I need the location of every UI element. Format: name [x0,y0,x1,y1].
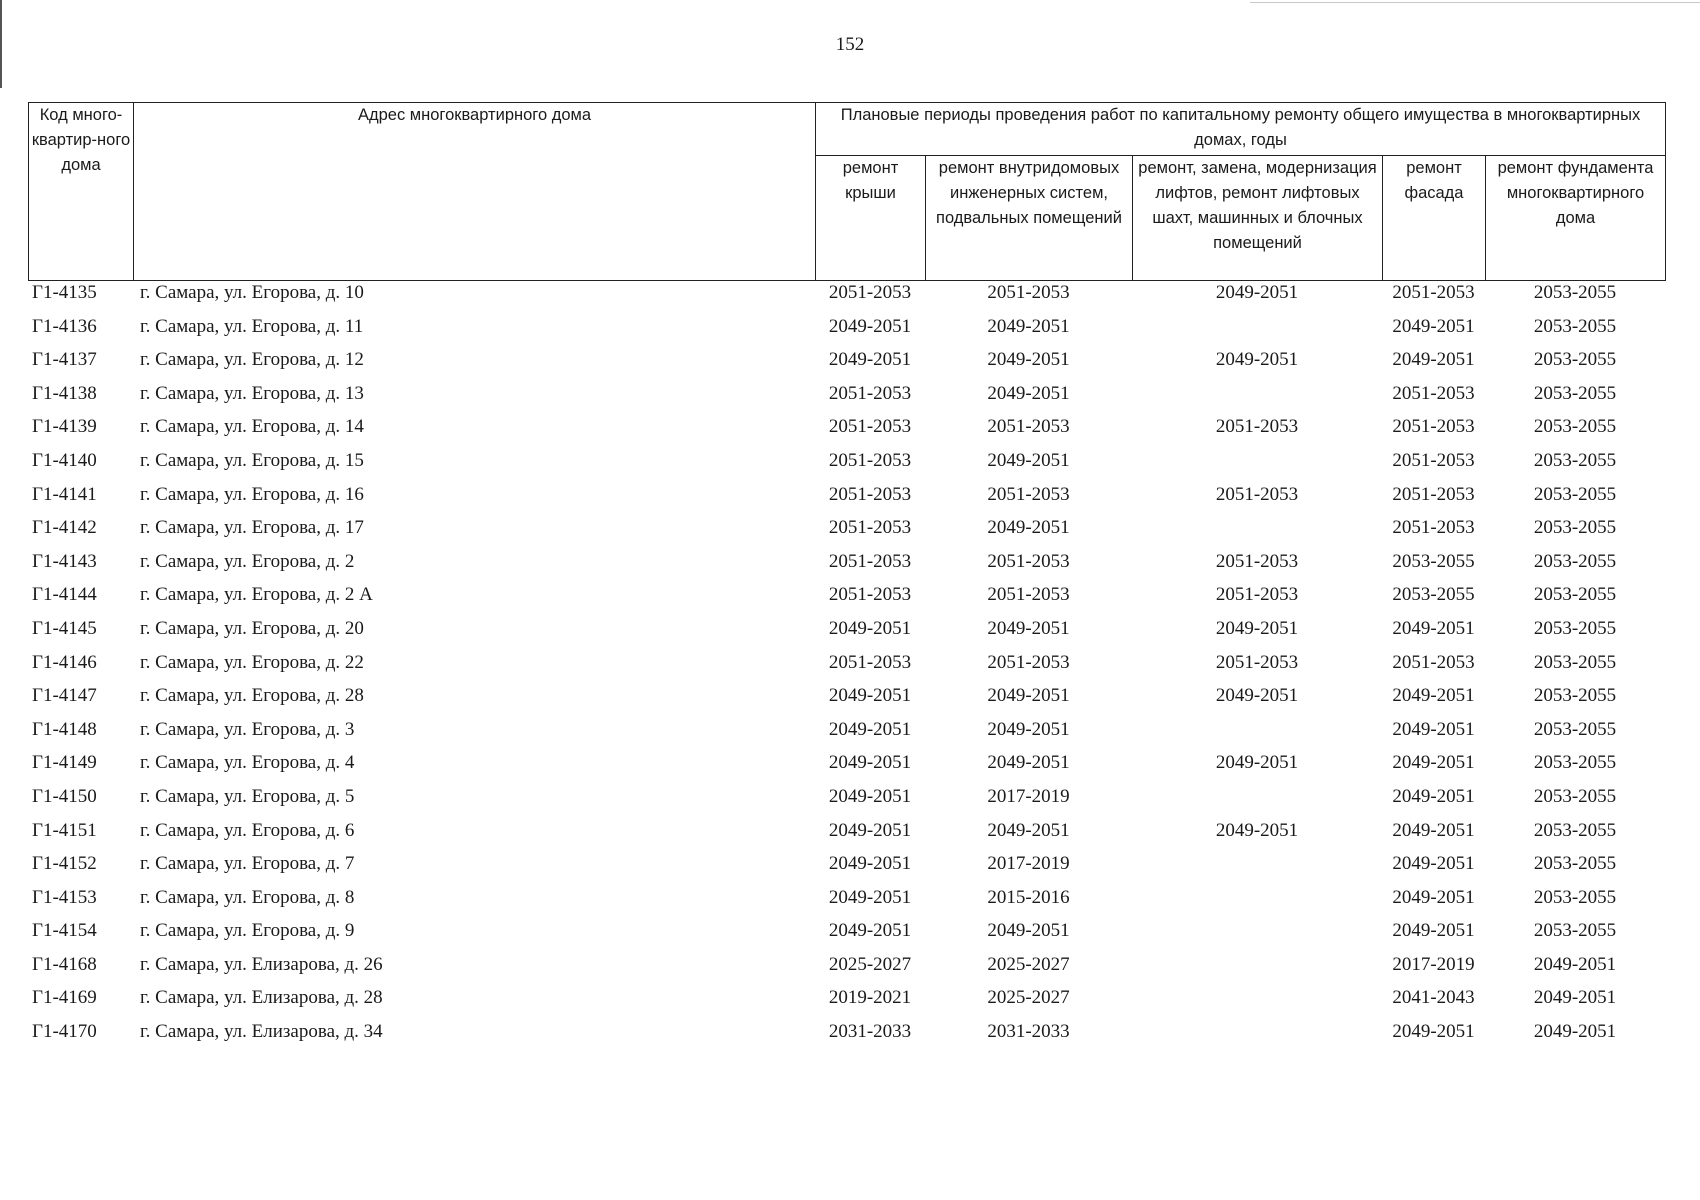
cell-engineering: 2025-2027 [987,987,1070,1009]
cell-engineering: 2049-2051 [987,349,1070,371]
cell-elevators [1132,987,1382,1021]
table-row [28,618,1665,652]
cell-code: Г1-4144 [32,584,97,606]
cell-code: Г1-4149 [32,752,97,774]
cell-roof: 2051-2053 [828,382,912,404]
table-row [28,752,1665,786]
cell-facade: 2049-2051 [1392,617,1475,639]
header-roof: ремонт крыши [816,156,926,281]
cell-roof: 2051-2053 [828,550,912,572]
cell-elevators [1132,450,1382,484]
cell-engineering: 2049-2051 [987,685,1070,707]
cell-code: Г1-4146 [32,651,97,673]
cell-engineering: 2017-2019 [987,785,1070,807]
table-header [28,102,1666,281]
cell-foundation: 2053-2055 [1533,416,1617,438]
cell-elevators [1132,1021,1382,1055]
cell-code: Г1-4150 [32,785,97,807]
cell-facade: 2051-2053 [1392,517,1475,539]
table-row [28,987,1665,1021]
cell-roof: 2051-2053 [828,416,912,438]
cell-elevators: 2051-2053 [1215,584,1299,606]
table-row [28,517,1665,551]
cell-address: г. Самара, ул. Егорова, д. 12 [140,349,364,371]
cell-elevators: 2049-2051 [1215,282,1299,303]
cell-facade: 2049-2051 [1392,1021,1475,1043]
cell-roof: 2049-2051 [828,617,912,639]
cell-address: г. Самара, ул. Егорова, д. 9 [140,920,355,942]
cell-engineering: 2051-2053 [987,483,1070,505]
cell-facade: 2053-2055 [1392,550,1475,572]
cell-foundation: 2053-2055 [1533,752,1617,774]
cell-elevators: 2049-2051 [1215,349,1299,371]
cell-foundation: 2053-2055 [1533,550,1617,572]
cell-facade: 2051-2053 [1392,483,1475,505]
cell-facade: 2049-2051 [1392,718,1475,740]
cell-foundation: 2053-2055 [1533,651,1617,673]
cell-code: Г1-4154 [32,920,97,942]
cell-foundation: 2053-2055 [1533,483,1617,505]
cell-foundation: 2053-2055 [1533,584,1617,606]
table-row [28,383,1665,417]
cell-roof: 2051-2053 [828,483,912,505]
cell-code: Г1-4137 [32,349,97,371]
cell-foundation: 2053-2055 [1533,853,1617,875]
header-periods-group: Плановые периоды проведения работ по капитальному ремонту общего имущества в многоквартирных домах, годы [816,103,1666,156]
cell-roof: 2049-2051 [828,752,912,774]
cell-facade: 2041-2043 [1392,987,1475,1009]
cell-foundation: 2053-2055 [1533,685,1617,707]
cell-code: Г1-4147 [32,685,97,707]
header-address: Адрес многоквартирного дома [134,103,816,281]
cell-foundation: 2053-2055 [1533,282,1617,303]
cell-elevators [1132,383,1382,417]
cell-elevators: 2049-2051 [1215,819,1299,841]
cell-engineering: 2015-2016 [987,886,1070,908]
cell-engineering: 2031-2033 [987,1021,1070,1043]
cell-facade: 2049-2051 [1392,920,1475,942]
table-row [28,1021,1665,1055]
cell-roof: 2049-2051 [828,685,912,707]
cell-elevators: 2051-2053 [1215,416,1299,438]
cell-code: Г1-4141 [32,483,97,505]
cell-engineering: 2025-2027 [987,953,1070,975]
header-elevators: ремонт, замена, модернизация лифтов, ремонт лифтовых шахт, машинных и блочных помещений [1133,156,1383,281]
table-row [28,853,1665,887]
cell-roof: 2049-2051 [828,349,912,371]
cell-address: г. Самара, ул. Егорова, д. 7 [140,853,355,875]
cell-roof: 2031-2033 [828,1021,912,1043]
cell-foundation: 2053-2055 [1533,718,1617,740]
cell-address: г. Самара, ул. Егорова, д. 22 [140,651,364,673]
table-row [28,954,1665,988]
table-row [28,416,1665,450]
cell-foundation: 2053-2055 [1533,819,1617,841]
cell-address: г. Самара, ул. Елизарова, д. 34 [140,1021,383,1043]
cell-roof: 2049-2051 [828,920,912,942]
cell-elevators: 2051-2053 [1215,483,1299,505]
cell-address: г. Самара, ул. Егорова, д. 28 [140,685,364,707]
cell-roof: 2051-2053 [828,584,912,606]
header-foundation: ремонт фундамента многоквартирного дома [1486,156,1666,281]
cell-engineering: 2051-2053 [987,584,1070,606]
cell-elevators [1132,517,1382,551]
page-number: 152 [835,34,865,55]
cell-address: г. Самара, ул. Егорова, д. 11 [140,315,364,337]
cell-address: г. Самара, ул. Егорова, д. 4 [140,752,355,774]
cell-engineering: 2049-2051 [987,449,1070,471]
cell-facade: 2049-2051 [1392,819,1475,841]
cell-engineering: 2049-2051 [987,382,1070,404]
cell-address: г. Самара, ул. Егорова, д. 10 [140,282,364,303]
cell-code: Г1-4148 [32,718,97,740]
cell-address: г. Самара, ул. Егорова, д. 17 [140,517,364,539]
cell-foundation: 2049-2051 [1533,953,1617,975]
cell-address: г. Самара, ул. Егорова, д. 14 [140,416,364,438]
table-row [28,920,1665,954]
header-facade: ремонт фасада [1383,156,1486,281]
cell-engineering: 2051-2053 [987,282,1070,303]
cell-facade: 2051-2053 [1392,449,1475,471]
cell-roof: 2019-2021 [828,987,912,1009]
table-row [28,887,1665,921]
cell-engineering: 2049-2051 [987,315,1070,337]
cell-address: г. Самара, ул. Егорова, д. 20 [140,617,364,639]
cell-code: Г1-4168 [32,953,97,975]
cell-roof: 2049-2051 [828,886,912,908]
cell-code: Г1-4143 [32,550,97,572]
cell-engineering: 2049-2051 [987,517,1070,539]
cell-facade: 2049-2051 [1392,886,1475,908]
cell-code: Г1-4136 [32,315,97,337]
cell-code: Г1-4151 [32,819,97,841]
cell-address: г. Самара, ул. Егорова, д. 16 [140,483,364,505]
cell-address: г. Самара, ул. Егорова, д. 8 [140,886,355,908]
cell-facade: 2053-2055 [1392,584,1475,606]
cell-elevators [1132,719,1382,753]
cell-address: г. Самара, ул. Егорова, д. 15 [140,449,364,471]
cell-facade: 2051-2053 [1392,416,1475,438]
cell-foundation: 2053-2055 [1533,617,1617,639]
cell-facade: 2049-2051 [1392,315,1475,337]
cell-address: г. Самара, ул. Егорова, д. 13 [140,382,364,404]
cell-roof: 2049-2051 [828,315,912,337]
cell-elevators [1132,920,1382,954]
cell-roof: 2051-2053 [828,517,912,539]
cell-code: Г1-4169 [32,987,97,1009]
cell-foundation: 2053-2055 [1533,920,1617,942]
cell-facade: 2049-2051 [1392,685,1475,707]
header-engineering: ремонт внутридомовых инженерных систем, подвальных помещений [926,156,1133,281]
cell-address: г. Самара, ул. Егорова, д. 6 [140,819,355,841]
cell-foundation: 2053-2055 [1533,382,1617,404]
cell-foundation: 2049-2051 [1533,987,1617,1009]
scan-top-line [1250,2,1700,3]
cell-roof: 2049-2051 [828,853,912,875]
table-row [28,685,1665,719]
cell-code: Г1-4153 [32,886,97,908]
table-row [28,349,1665,383]
cell-code: Г1-4135 [32,282,97,303]
cell-roof: 2049-2051 [828,785,912,807]
cell-engineering: 2049-2051 [987,617,1070,639]
cell-elevators: 2049-2051 [1215,752,1299,774]
cell-roof: 2051-2053 [828,282,912,303]
cell-code: Г1-4139 [32,416,97,438]
table-row [28,786,1665,820]
cell-facade: 2049-2051 [1392,349,1475,371]
cell-facade: 2049-2051 [1392,785,1475,807]
header-code: Код много-квартир-ного дома [29,103,134,281]
cell-address: г. Самара, ул. Егорова, д. 2 [140,550,355,572]
cell-roof: 2049-2051 [828,718,912,740]
cell-address: г. Самара, ул. Елизарова, д. 28 [140,987,383,1009]
cell-facade: 2017-2019 [1392,953,1475,975]
cell-facade: 2049-2051 [1392,752,1475,774]
table-row [28,551,1665,585]
cell-engineering: 2017-2019 [987,853,1070,875]
cell-elevators [1132,954,1382,988]
table-body [28,282,1665,1055]
cell-roof: 2025-2027 [828,953,912,975]
cell-engineering: 2051-2053 [987,550,1070,572]
cell-elevators: 2049-2051 [1215,617,1299,639]
cell-engineering: 2049-2051 [987,920,1070,942]
cell-facade: 2051-2053 [1392,282,1475,303]
cell-address: г. Самара, ул. Егорова, д. 5 [140,785,355,807]
cell-foundation: 2053-2055 [1533,449,1617,471]
cell-foundation: 2053-2055 [1533,517,1617,539]
table-row [28,820,1665,854]
cell-elevators [1132,887,1382,921]
cell-roof: 2051-2053 [828,449,912,471]
cell-elevators [1132,316,1382,350]
table-row [28,652,1665,686]
cell-foundation: 2053-2055 [1533,315,1617,337]
cell-elevators [1132,786,1382,820]
cell-code: Г1-4145 [32,617,97,639]
cell-engineering: 2051-2053 [987,416,1070,438]
cell-foundation: 2053-2055 [1533,886,1617,908]
table-row [28,719,1665,753]
cell-elevators: 2051-2053 [1215,651,1299,673]
cell-engineering: 2049-2051 [987,752,1070,774]
cell-address: г. Самара, ул. Егорова, д. 3 [140,718,355,740]
cell-foundation: 2049-2051 [1533,1021,1617,1043]
cell-foundation: 2053-2055 [1533,349,1617,371]
table-row [28,316,1665,350]
cell-elevators: 2049-2051 [1215,685,1299,707]
cell-facade: 2051-2053 [1392,382,1475,404]
cell-roof: 2051-2053 [828,651,912,673]
cell-facade: 2051-2053 [1392,651,1475,673]
cell-foundation: 2053-2055 [1533,785,1617,807]
cell-code: Г1-4138 [32,382,97,404]
cell-engineering: 2049-2051 [987,819,1070,841]
cell-roof: 2049-2051 [828,819,912,841]
cell-elevators: 2051-2053 [1215,550,1299,572]
cell-code: Г1-4142 [32,517,97,539]
table-row [28,584,1665,618]
cell-code: Г1-4170 [32,1021,97,1043]
cell-code: Г1-4140 [32,449,97,471]
cell-facade: 2049-2051 [1392,853,1475,875]
cell-address: г. Самара, ул. Егорова, д. 2 А [140,584,373,606]
cell-elevators [1132,853,1382,887]
cell-address: г. Самара, ул. Елизарова, д. 26 [140,953,383,975]
cell-engineering: 2051-2053 [987,651,1070,673]
table-row [28,282,1665,316]
table-row [28,450,1665,484]
cell-engineering: 2049-2051 [987,718,1070,740]
cell-code: Г1-4152 [32,853,97,875]
table-row [28,484,1665,518]
